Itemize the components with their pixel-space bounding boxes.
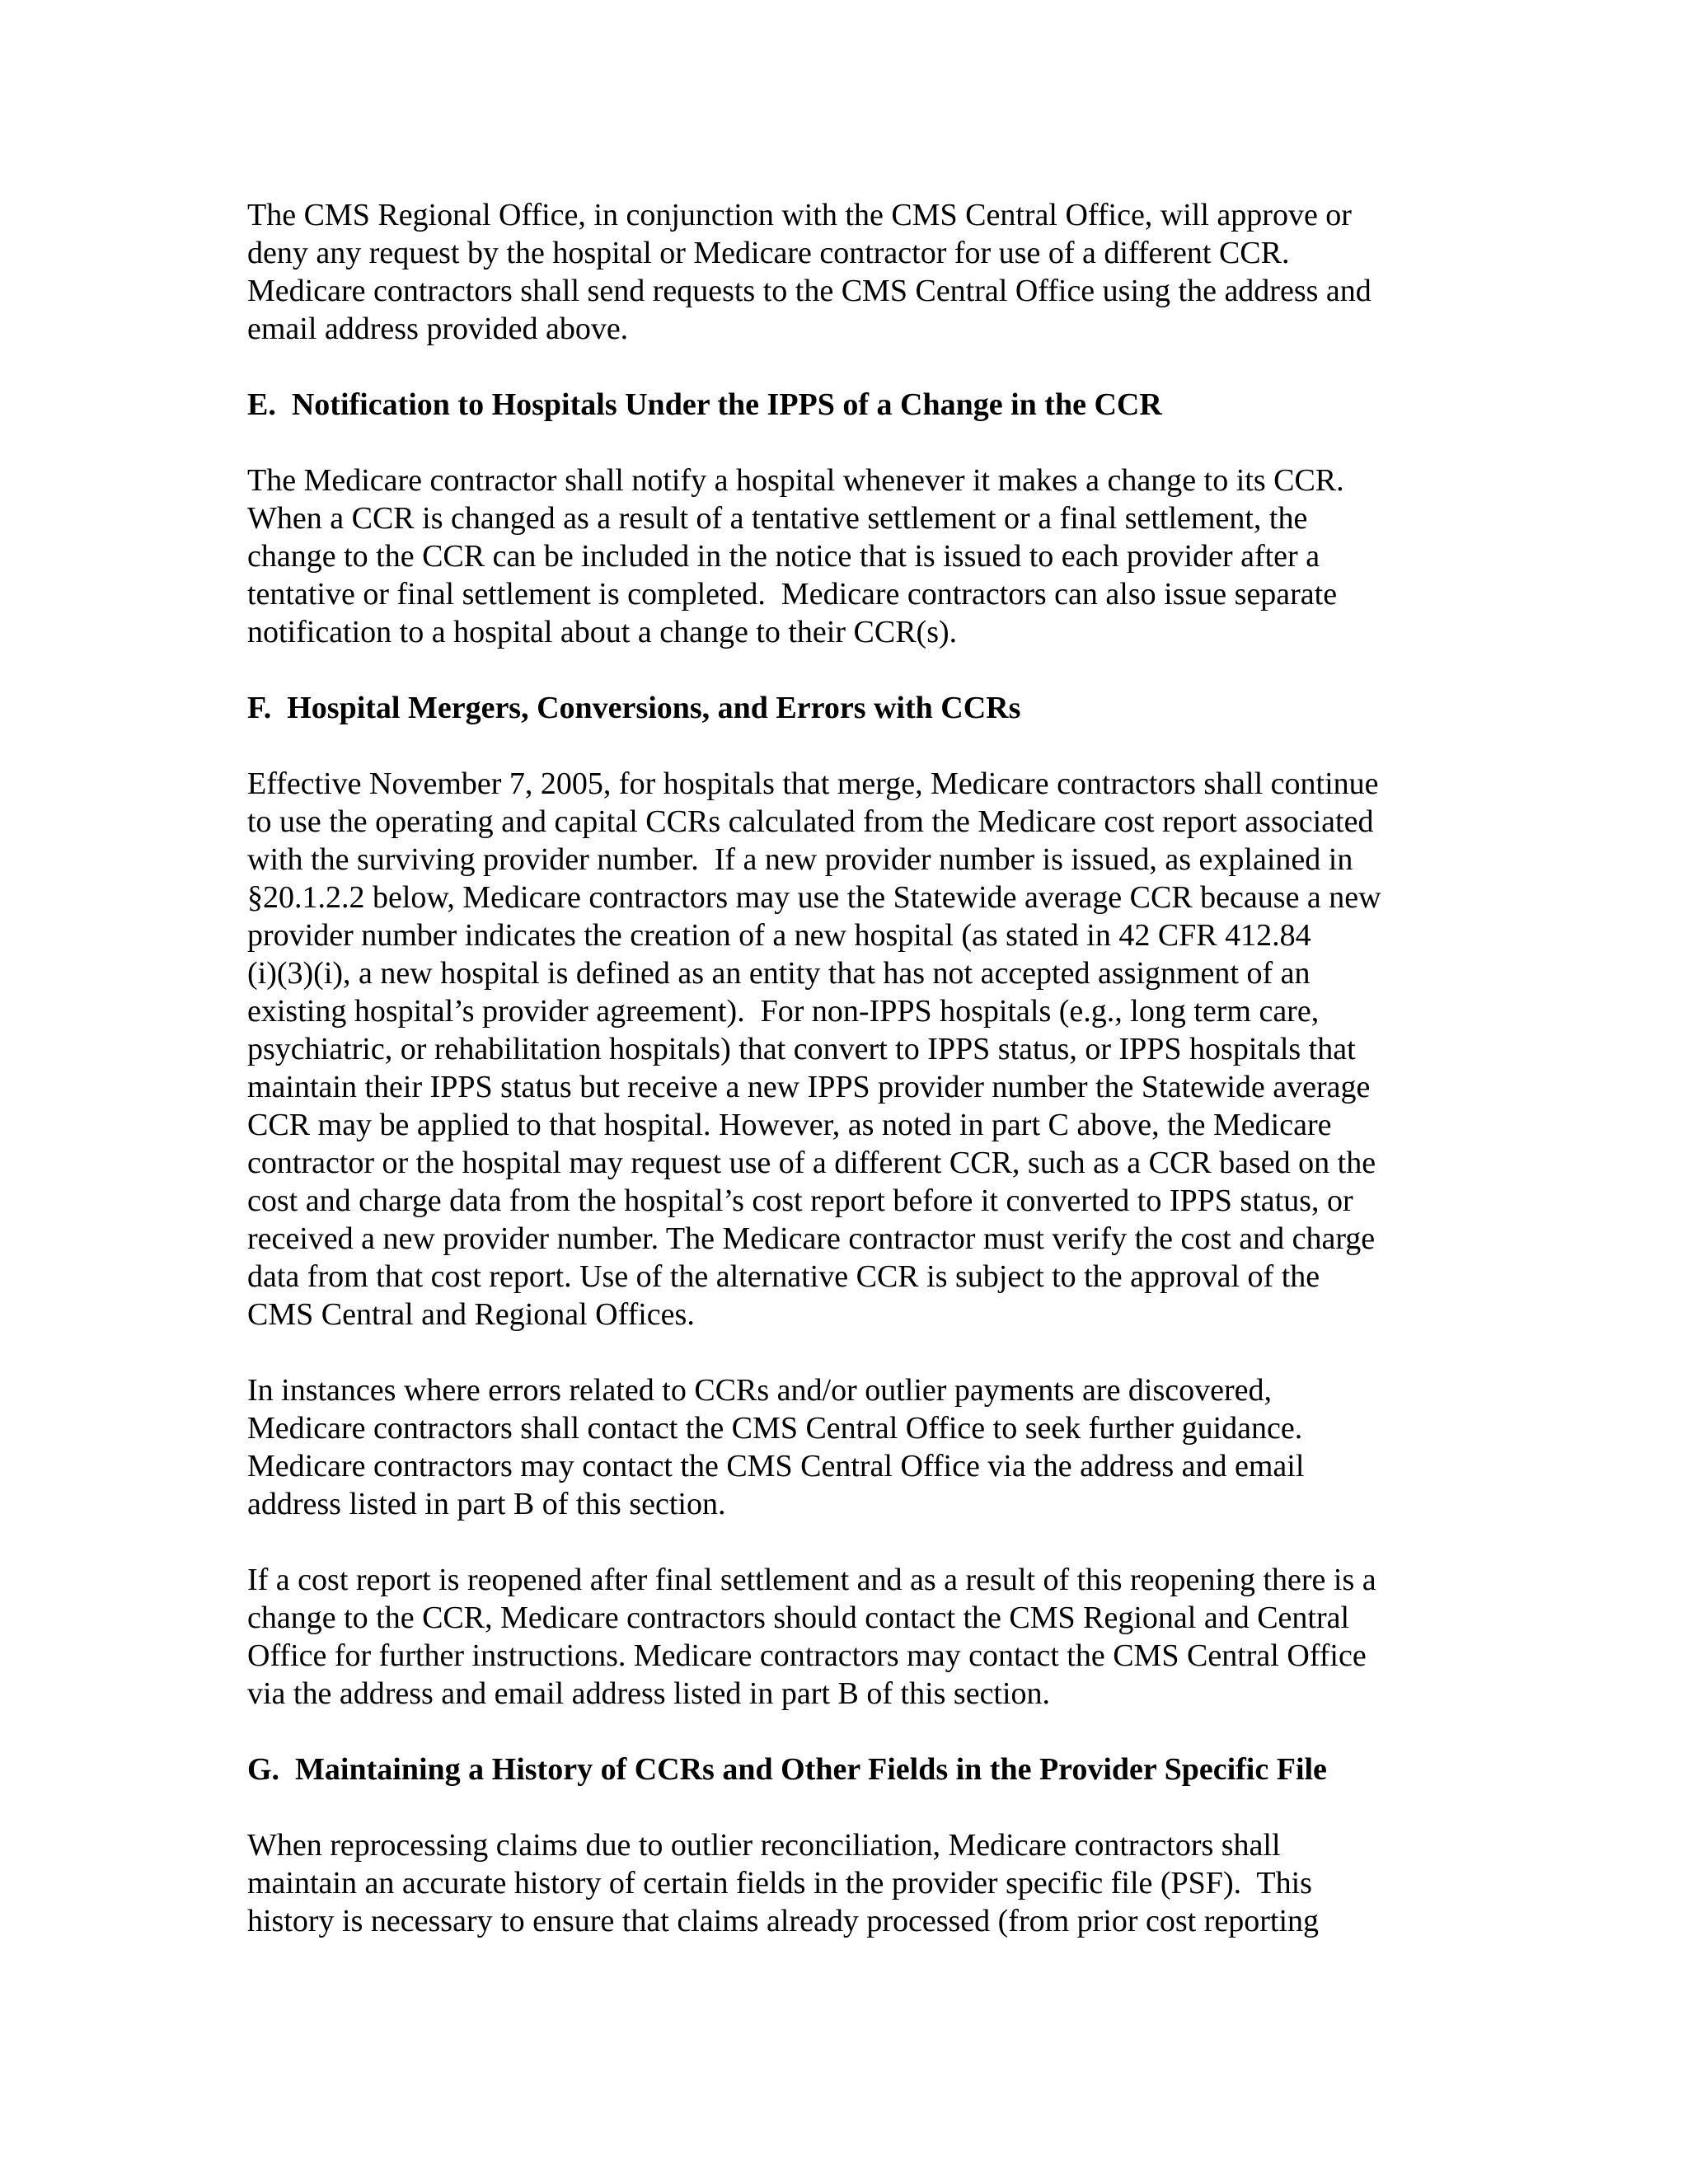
text-line: CMS Central and Regional Offices.: [247, 1297, 695, 1332]
section-heading-f: F. Hospital Mergers, Conversions, and Errors with CCRs: [247, 691, 1021, 725]
paragraph-gap: [247, 1788, 1451, 1826]
text-line: history is necessary to ensure that claims already processed (from prior cost reporting: [247, 1904, 1320, 1938]
text-line: received a new provider number. The Medicare contractor must verify the cost and charge: [247, 1221, 1376, 1256]
text-line: with the surviving provider number. If a new provider number is issued, as explained in: [247, 842, 1353, 877]
paragraph-history: [247, 1826, 1451, 1940]
text-line: maintain their IPPS status but receive a new IPPS provider number the Statewide average: [247, 1070, 1371, 1104]
paragraph-notification: [247, 462, 1451, 651]
text-line: change to the CCR, Medicare contractors should contact the CMS Regional and Central: [247, 1601, 1350, 1635]
paragraph-reopened: [247, 1561, 1451, 1713]
text-line: CCR may be applied to that hospital. However, as noted in part C above, the Medicare: [247, 1108, 1332, 1142]
paragraph-gap: [247, 727, 1451, 765]
paragraph-ccr-approval: [247, 196, 1451, 348]
paragraph-gap: [247, 651, 1451, 689]
text-line: via the address and email address listed in part B of this section.: [247, 1676, 1051, 1711]
paragraph-gap: [247, 348, 1451, 386]
paragraph-gap: [247, 1333, 1451, 1371]
text-line: address listed in part B of this section.: [247, 1487, 726, 1521]
text-line: Medicare contractors shall contact the CMS Central Office to seek further guidance.: [247, 1411, 1303, 1446]
text-line: deny any request by the hospital or Medicare contractor for use of a different CCR.: [247, 236, 1290, 270]
text-line: §20.1.2.2 below, Medicare contractors may use the Statewide average CCR because a new: [247, 880, 1381, 915]
text-line: Office for further instructions. Medicare contractors may contact the CMS Central Office: [247, 1638, 1367, 1673]
text-line: notification to a hospital about a change to their CCR(s).: [247, 615, 958, 649]
text-line: provider number indicates the creation of a new hospital (as stated in 42 CFR 412.84: [247, 918, 1311, 953]
paragraph-gap: [247, 1713, 1451, 1750]
text-line: Medicare contractors may contact the CMS Central Office via the address and email: [247, 1449, 1305, 1483]
paragraph-gap: [247, 1523, 1451, 1561]
text-line: Medicare contractors shall send requests to the CMS Central Office using the address and: [247, 274, 1372, 308]
text-line: The Medicare contractor shall notify a hospital whenever it makes a change to its CCR.: [247, 463, 1344, 498]
paragraph-mergers: [247, 765, 1451, 1333]
text-line: change to the CCR can be included in the notice that is issued to each provider after a: [247, 539, 1320, 574]
paragraph-gap: [247, 424, 1451, 462]
document-body: [247, 196, 1451, 1940]
text-line: When reprocessing claims due to outlier reconciliation, Medicare contractors shall: [247, 1828, 1281, 1863]
text-line: tentative or final settlement is completed. Medicare contractors can also issue separate: [247, 577, 1338, 612]
section-heading-g: G. Maintaining a History of CCRs and Other Fields in the Provider Specific File: [247, 1752, 1327, 1787]
text-line: (i)(3)(i), a new hospital is defined as an entity that has not accepted assignment of an: [247, 956, 1311, 991]
text-line: maintain an accurate history of certain fields in the provider specific file (PSF). This: [247, 1866, 1312, 1900]
text-line: Effective November 7, 2005, for hospitals that merge, Medicare contractors shall continue: [247, 766, 1379, 801]
text-line: cost and charge data from the hospital’s cost report before it converted to IPPS status, or: [247, 1183, 1353, 1218]
text-line: When a CCR is changed as a result of a tentative settlement or a final settlement, the: [247, 501, 1308, 536]
section-heading-e: E. Notification to Hospitals Under the IPPS of a Change in the CCR: [247, 387, 1162, 422]
text-line: existing hospital’s provider agreement). For non-IPPS hospitals (e.g., long term care,: [247, 994, 1320, 1029]
text-line: data from that cost report. Use of the alternative CCR is subject to the approval of the: [247, 1259, 1320, 1294]
text-line: contractor or the hospital may request use of a different CCR, such as a CCR based on the: [247, 1146, 1376, 1180]
text-line: If a cost report is reopened after final settlement and as a result of this reopening there is a: [247, 1563, 1376, 1597]
text-line: In instances where errors related to CCRs and/or outlier payments are discovered,: [247, 1373, 1273, 1408]
text-line: to use the operating and capital CCRs calculated from the Medicare cost report associated: [247, 804, 1374, 839]
paragraph-errors: [247, 1371, 1451, 1523]
text-line: email address provided above.: [247, 312, 629, 346]
text-line: psychiatric, or rehabilitation hospitals) that convert to IPPS status, or IPPS hospitals that: [247, 1032, 1356, 1066]
text-line: The CMS Regional Office, in conjunction with the CMS Central Office, will approve or: [247, 198, 1352, 232]
